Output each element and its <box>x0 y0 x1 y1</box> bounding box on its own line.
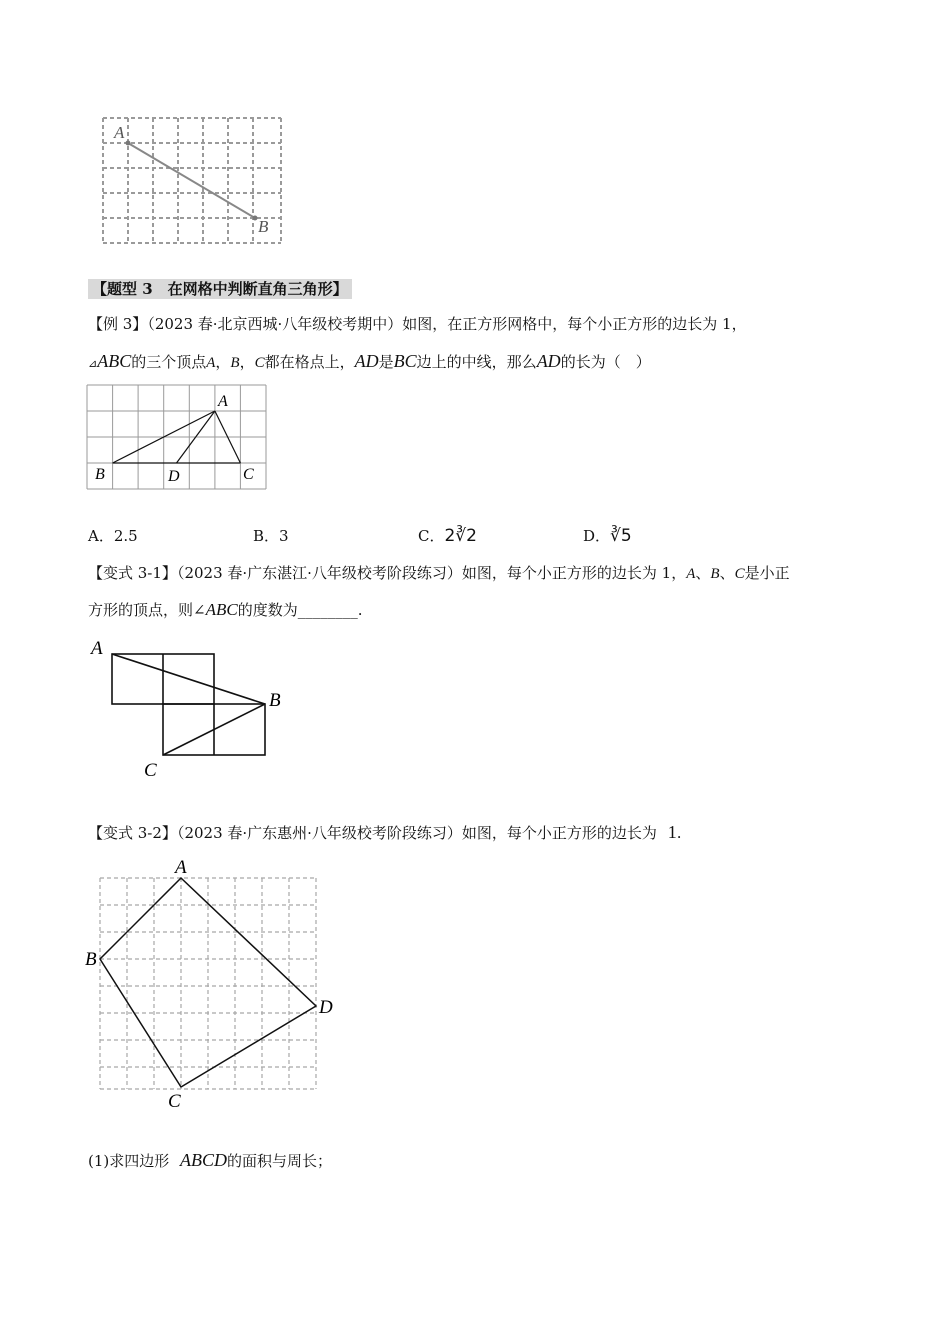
label-b: B <box>85 949 97 970</box>
label-a: A <box>91 638 103 659</box>
segment-ab <box>128 143 255 218</box>
label-b: B <box>95 466 105 483</box>
segment-ab <box>112 654 265 704</box>
label-b: B <box>258 217 269 236</box>
label-d: D <box>319 997 333 1018</box>
label-c: C <box>243 466 254 483</box>
section-title: 【题型 3 在网格中判断直角三角形】 <box>88 279 352 299</box>
variant-tag: 【变式 3-1】 <box>88 564 177 582</box>
label-c: C <box>168 1091 181 1112</box>
option-b[interactable]: B．3 <box>253 527 289 545</box>
question-1: (1)求四边形 ABCD的面积与周长； <box>88 1150 333 1170</box>
variant-3-1-line1: 【变式 3-1】（2023 春·广东湛江·八年级校考阶段练习）如图，每个小正方形的边长为 1，A、B、C是小正 <box>88 564 790 582</box>
variant-3-2-line1: 【变式 3-2】（2023 春·广东惠州·八年级校考阶段练习）如图，每个小正方形的边长为 1. <box>88 822 682 842</box>
label-a: A <box>114 123 125 142</box>
figure-segment-ab <box>95 112 285 252</box>
label-d: D <box>168 468 180 485</box>
triangle-symbol: ⊿ <box>88 357 98 370</box>
example-3-line2: ⊿ABC的三个顶点A，B，C都在格点上，AD是BC边上的中线，那么AD的长为（ ） <box>88 351 651 371</box>
option-a[interactable]: A．2.5 <box>88 527 138 545</box>
example-source: （2023 春·北京西城·八年级校考期中）如图，在正方形网格中，每个小正方形的边长为 1， <box>147 315 747 333</box>
example-tag: 【例 3】 <box>88 315 148 333</box>
variant-3-1-line2: 方形的顶点，则∠ABC的度数为________. <box>88 600 363 619</box>
figure-angle-abc <box>88 636 298 786</box>
label-b: B <box>269 690 281 711</box>
label-a: A <box>175 857 187 878</box>
label-c: C <box>144 760 157 781</box>
figure-triangle-abc-grid <box>86 384 271 494</box>
option-c[interactable]: C．2∛2 <box>418 526 477 546</box>
option-d[interactable]: D．∛5 <box>583 526 632 546</box>
figure-quadrilateral-abcd <box>82 855 342 1115</box>
example-3-line1 <box>88 314 747 334</box>
label-a: A <box>218 393 228 410</box>
variant-tag: 【变式 3-2】 <box>88 824 177 842</box>
